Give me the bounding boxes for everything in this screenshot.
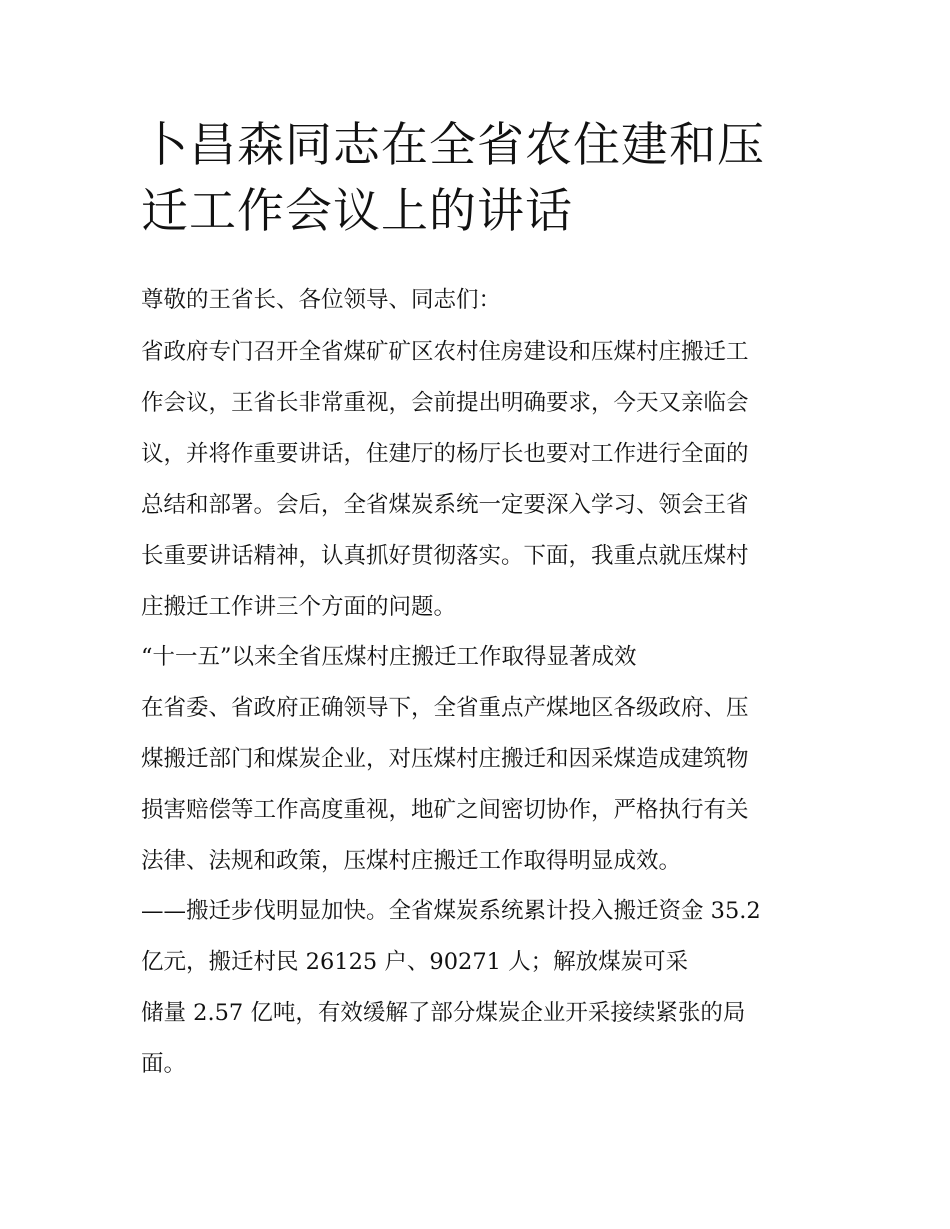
intro-line: 省政府专门召开全省煤矿矿区农村住房建设和压煤村庄搬迁工 <box>141 339 749 365</box>
intro-line: 总结和部署。会后，全省煤炭系统一定要深入学习、领会王省 <box>141 492 749 518</box>
section-body-line: 损害赔偿等工作高度重视，地矿之间密切协作，严格执行有关 <box>141 797 749 823</box>
section-body-paragraph <box>141 683 821 887</box>
section-heading-line: “十一五”以来全省压煤村庄搬迁工作取得显著成效 <box>141 644 637 670</box>
section-body-line: 在省委、省政府正确领导下，全省重点产煤地区各级政府、压 <box>141 695 749 721</box>
intro-paragraph <box>141 327 821 633</box>
stats-line: 亿元，搬迁村民 26125 户、90271 人；解放煤炭可采 <box>141 949 689 975</box>
greeting-line: 尊敬的王省长、各位领导、同志们： <box>141 287 502 313</box>
title-line-2: 迁工作会议上的讲话 <box>141 184 573 239</box>
stats-line: ——搬迁步伐明显加快。全省煤炭系统累计投入搬迁资金 35.2 <box>141 898 761 924</box>
intro-line: 长重要讲话精神，认真抓好贯彻落实。下面，我重点就压煤村 <box>141 543 749 569</box>
section-heading <box>141 632 821 683</box>
section-body-line: 法律、法规和政策，压煤村庄搬迁工作取得明显成效。 <box>141 848 682 874</box>
stats-paragraph <box>141 886 821 1090</box>
intro-line: 庄搬迁工作讲三个方面的问题。 <box>141 594 457 620</box>
intro-line: 作会议，王省长非常重视，会前提出明确要求，今天又亲临会 <box>141 390 749 416</box>
stats-line: 储量 2.57 亿吨，有效缓解了部分煤炭企业开采接续紧张的局 <box>141 1000 746 1026</box>
intro-line: 议，并将作重要讲话，住建厅的杨厅长也要对工作进行全面的 <box>141 441 749 467</box>
stats-line: 面。 <box>141 1051 187 1077</box>
greeting-paragraph <box>141 275 821 326</box>
document-page <box>141 0 821 1229</box>
title-line-1: 卜昌森同志在全省农住建和压 <box>141 118 765 173</box>
section-body-line: 煤搬迁部门和煤炭企业，对压煤村庄搬迁和因采煤造成建筑物 <box>141 746 749 772</box>
document-title <box>141 113 821 245</box>
